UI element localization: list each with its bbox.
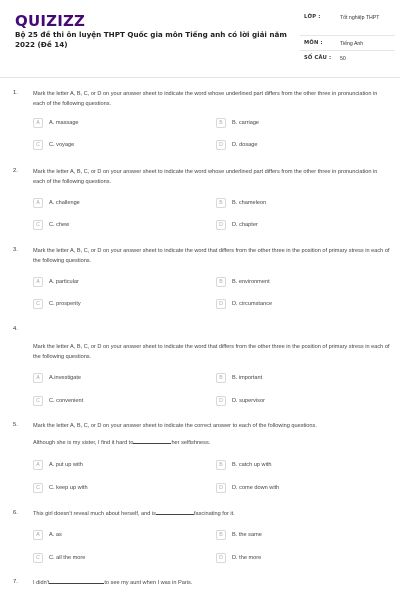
sentence-start: Although she is my sister, I find it hard to — [33, 440, 134, 446]
option-text: B. environment — [232, 279, 270, 285]
option-text: C. voyage — [49, 142, 75, 148]
option-text: B. important — [232, 375, 263, 381]
option-letter-box: D — [216, 553, 226, 563]
question-number: 3. — [13, 247, 18, 253]
option-letter-box: C — [33, 396, 43, 406]
option-text: D. supervisor — [232, 398, 265, 404]
option-letter-box: C — [33, 140, 43, 150]
question-text: Mark the letter A, B, C, or D on your answer sheet to indicate the word that differs from the other three in the position of primary stress in each of the following questions. — [33, 248, 390, 264]
sentence-end: to see my aunt when I was in Paris. — [104, 580, 193, 586]
option-letter-box: D — [216, 299, 226, 309]
question-number: 4. — [13, 326, 18, 332]
question-sentence — [33, 439, 391, 446]
sentence-end: fascinating for it. — [193, 511, 235, 517]
option-text: D. chapter — [232, 222, 258, 228]
option-letter-box: B — [216, 198, 226, 208]
option-letter-box: A — [33, 460, 43, 470]
option-letter-box: A — [33, 198, 43, 208]
answer-blank — [133, 439, 171, 444]
option-text: D. come down with — [232, 485, 280, 491]
question-text — [33, 510, 391, 520]
option-text: B. the same — [232, 532, 262, 538]
option-letter-box: D — [216, 220, 226, 230]
meta-key-subject: MÔN : — [304, 40, 323, 46]
option-text: B. chameleon — [232, 200, 267, 206]
worksheet-header — [0, 0, 400, 78]
meta-value-class: Tốt nghiệp THPT — [340, 15, 380, 21]
option-text: B. carriage — [232, 120, 260, 126]
meta-divider — [300, 50, 395, 51]
option-text: C. keep up with — [49, 485, 88, 491]
option-text: C. prosperity — [49, 301, 81, 307]
document-title: Bộ 25 đề thi ôn luyện THPT Quốc gia môn Tiếng anh có lời giải năm 2022 (Đề 14) — [15, 30, 287, 49]
option-text: C. all the more — [49, 555, 86, 561]
option-letter-box: A — [33, 277, 43, 287]
option-text: C. chew — [49, 222, 70, 228]
option-letter-box: B — [216, 530, 226, 540]
option-text: A. put up with — [49, 462, 83, 468]
question-number: 2. — [13, 168, 18, 174]
question-number: 1. — [13, 90, 18, 96]
option-letter-box: B — [216, 460, 226, 470]
quizizz-logo: QUIZIZZ — [15, 12, 86, 30]
question-text: Mark the letter A, B, C, or D on your answer sheet to indicate the correct answer to each of the following questions. — [33, 423, 317, 429]
option-text: A. massage — [49, 120, 79, 126]
question-text: Mark the letter A, B, C, or D on your answer sheet to indicate the word that differs from the other three in the position of primary stress in each of the following questions. — [33, 344, 390, 360]
option-letter-box: B — [216, 373, 226, 383]
question-text: Mark the letter A, B, C, or D on your answer sheet to indicate the word whose underlined part differs from the other three in pronunciation in each of the following questions. — [33, 91, 378, 107]
option-letter-box: B — [216, 118, 226, 128]
option-letter-box: C — [33, 553, 43, 563]
question-text: Mark the letter A, B, C, or D on your answer sheet to indicate the word whose underlined part differs from the other three in pronunciation in each of the following questions. — [33, 169, 378, 185]
option-letter-box: B — [216, 277, 226, 287]
option-letter-box: C — [33, 299, 43, 309]
option-text: D. dosage — [232, 142, 258, 148]
question-number: 6. — [13, 510, 18, 516]
option-letter-box: D — [216, 140, 226, 150]
question-number: 7. — [13, 579, 18, 585]
meta-divider — [300, 35, 395, 36]
answer-blank — [49, 579, 104, 584]
option-letter-box: A — [33, 530, 43, 540]
meta-key-class: LỚP : — [304, 14, 321, 20]
option-letter-box: D — [216, 483, 226, 493]
option-text: A. challenge — [49, 200, 80, 206]
answer-blank — [156, 510, 194, 515]
meta-key-count: SỐ CÂU : — [304, 55, 332, 61]
sentence-end: her selfishness. — [171, 440, 211, 446]
sentence-start: I didn't — [33, 580, 50, 586]
option-text: D. the more — [232, 555, 262, 561]
option-letter-box: A — [33, 118, 43, 128]
question-text — [33, 579, 391, 589]
option-letter-box: A — [33, 373, 43, 383]
option-text: A. particular — [49, 279, 79, 285]
meta-value-count: 50 — [340, 56, 346, 62]
meta-value-subject: Tiếng Anh — [340, 41, 364, 47]
question-number: 5. — [13, 422, 18, 428]
option-text: C. convenient — [49, 398, 84, 404]
option-letter-box: C — [33, 483, 43, 493]
sentence-start: This girl doesn't reveal much about herself, and is — [33, 511, 156, 517]
option-text: D. circumstance — [232, 301, 273, 307]
option-letter-box: C — [33, 220, 43, 230]
option-text: A.investigate — [49, 375, 82, 381]
option-text: A. as — [49, 532, 62, 538]
option-text: B. catch up with — [232, 462, 272, 468]
option-letter-box: D — [216, 396, 226, 406]
